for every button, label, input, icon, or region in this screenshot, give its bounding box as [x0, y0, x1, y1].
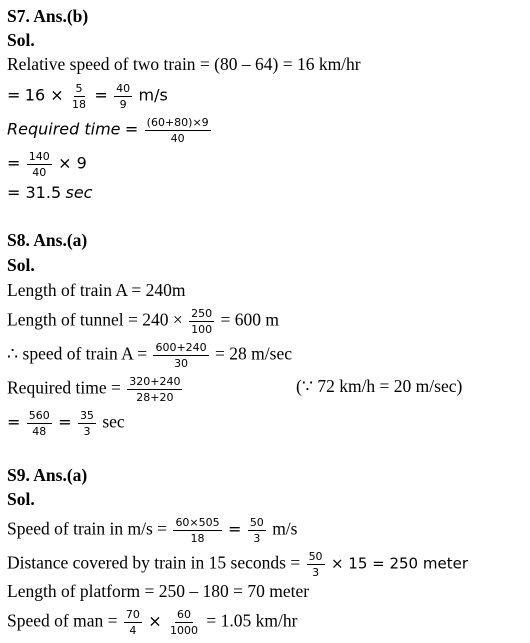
fraction-840-30: [153, 341, 208, 370]
denominator: 18: [190, 532, 205, 545]
numerator: 600+240: [155, 341, 207, 354]
fraction-35-3: [78, 409, 96, 438]
s8-result-line: [7, 409, 125, 438]
s9-speed-line: [7, 516, 297, 545]
numerator: 320+240: [129, 375, 181, 388]
numerator: 560: [28, 409, 50, 422]
fraction-140-40: [27, 150, 52, 179]
s9-man-speed-line: [7, 608, 297, 637]
denominator: 3: [253, 532, 261, 545]
equals-sign: =: [58, 412, 72, 432]
numerator: 60: [177, 608, 191, 621]
denominator: 40: [32, 166, 47, 179]
fraction-70-4: [124, 608, 142, 637]
s7-relative-speed-line: Relative speed of two train = (80 – 64) = 16 km/hr: [7, 54, 361, 74]
numerator: 250: [191, 307, 213, 320]
denominator: 3: [83, 425, 91, 438]
s9-platform-length-line: Length of platform = 250 – 180 = 70 meter: [7, 581, 310, 601]
unit: sec: [102, 411, 125, 432]
denominator: 9: [119, 98, 127, 111]
required-time-label: Required time: [7, 119, 121, 139]
tunnel-length-text: Length of tunnel = 240 ×: [7, 309, 183, 330]
s8-conversion-note: (∵ 72 km/h = 20 m/sec): [296, 376, 463, 396]
denominator: 40: [170, 132, 185, 145]
numerator: (60+80)×9: [146, 116, 209, 129]
fraction-speed: [173, 516, 221, 545]
fraction-250-100: [189, 307, 214, 336]
distance-text: Distance covered by train in 15 seconds =: [7, 552, 301, 573]
fraction-560-48: [27, 409, 52, 438]
speed-result: = 28 m/sec: [215, 343, 292, 364]
denominator: 3: [312, 566, 320, 579]
result-value: = 31.5: [7, 183, 62, 202]
multiplier: × 9: [58, 153, 87, 173]
fraction-40-9: [114, 82, 132, 111]
fraction-5-18: [70, 82, 88, 111]
fraction-time: [145, 116, 211, 145]
s7-heading: S7. Ans.(b): [7, 6, 89, 26]
speed-text: Speed of train in m/s =: [7, 518, 168, 539]
denominator: 18: [72, 98, 87, 111]
distance-result: × 15 = 250 meter: [330, 554, 468, 573]
fraction-50-3: [307, 550, 325, 579]
s9-distance-line: [7, 550, 468, 579]
s9-heading: S9. Ans.(a): [7, 465, 88, 485]
denominator: 100: [191, 323, 213, 336]
unit: m/s: [272, 518, 298, 539]
numerator: 40: [116, 82, 131, 95]
s7-step-line: [7, 150, 87, 179]
s8-sol-label: Sol.: [7, 255, 35, 275]
numerator: 60×505: [175, 516, 220, 529]
unit: sec: [65, 183, 93, 202]
denominator: 4: [129, 624, 137, 637]
fraction-560-48: [127, 375, 182, 404]
denominator: 1000: [170, 624, 198, 637]
tunnel-length-result: = 600 m: [220, 309, 279, 330]
s8-required-time-line: [7, 375, 184, 404]
s7-speed-value: 16 ×: [24, 85, 64, 105]
numerator: 50: [308, 550, 323, 563]
equals-sign: =: [7, 85, 21, 105]
s8-heading: S8. Ans.(a): [7, 230, 88, 250]
s9-sol-label: Sol.: [7, 489, 35, 509]
equals-sign: =: [7, 412, 21, 432]
equals-sign: =: [124, 119, 139, 139]
multiply-sign: ×: [148, 611, 162, 631]
unit: m/s: [138, 85, 168, 105]
equals-sign: =: [7, 153, 21, 173]
equals-sign: =: [228, 519, 242, 539]
s8-train-length-line: Length of train A = 240m: [7, 280, 186, 300]
fraction-60-1000: [168, 608, 200, 637]
numerator: 50: [249, 516, 264, 529]
s7-sol-label: Sol.: [7, 30, 35, 50]
s8-speed-line: [7, 341, 292, 370]
denominator: 28+20: [136, 391, 174, 404]
required-time-text: Required time =: [7, 377, 121, 398]
s7-speed-conversion-line: [7, 82, 168, 111]
equals-sign: =: [94, 85, 108, 105]
numerator: 35: [79, 409, 94, 422]
speed-text: ∴ speed of train A =: [7, 343, 148, 364]
fraction-50-3: [248, 516, 266, 545]
man-speed-result: = 1.05 km/hr: [206, 610, 298, 631]
s7-result-line: [7, 181, 92, 204]
numerator: 5: [75, 82, 83, 95]
s7-required-time-line: [7, 116, 213, 145]
denominator: 30: [174, 357, 189, 370]
numerator: 140: [28, 150, 50, 163]
s8-tunnel-length-line: [7, 307, 279, 336]
man-speed-text: Speed of man =: [7, 610, 118, 631]
numerator: 70: [125, 608, 140, 621]
denominator: 48: [32, 425, 47, 438]
